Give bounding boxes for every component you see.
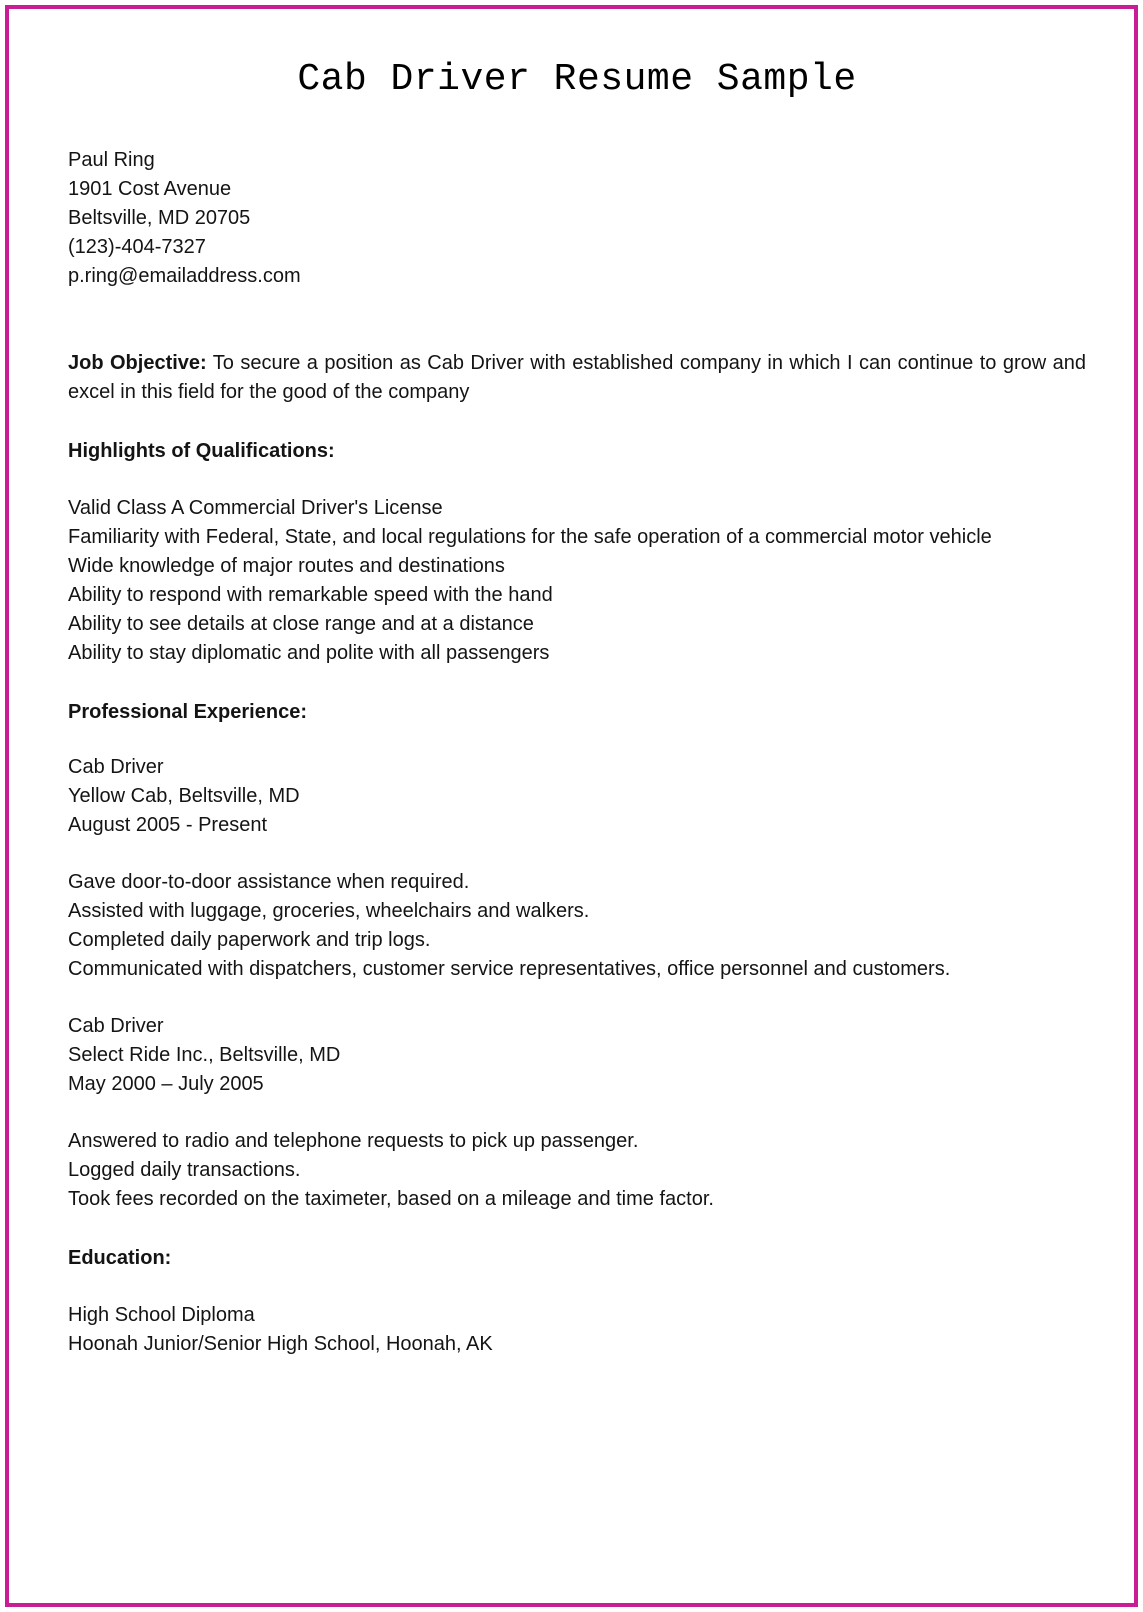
- duty-item: Completed daily paperwork and trip logs.: [68, 929, 431, 951]
- contact-phone: (123)-404-7327: [68, 236, 206, 258]
- qualification-item: Familiarity with Federal, State, and local regulations for the safe operation of a commercial motor vehicle: [68, 526, 992, 548]
- qualification-item: Wide knowledge of major routes and destinations: [68, 555, 505, 577]
- contact-email: p.ring@emailaddress.com: [68, 265, 301, 287]
- qualification-item: Ability to see details at close range and at a distance: [68, 613, 534, 635]
- job-duties-list: [68, 868, 1086, 984]
- duty-item: Communicated with dispatchers, customer service representatives, office personnel and customers.: [68, 958, 951, 980]
- education-school: Hoonah Junior/Senior High School, Hoonah, AK: [68, 1333, 493, 1355]
- education-heading: Education:: [68, 1247, 172, 1269]
- job-objective: [68, 349, 1086, 407]
- qualifications-heading: Highlights of Qualifications:: [68, 440, 335, 462]
- job-dates: May 2000 – July 2005: [68, 1073, 264, 1095]
- qualification-item: Ability to stay diplomatic and polite with all passengers: [68, 642, 550, 664]
- job-objective-text: To secure a position as Cab Driver with established company in which I can continue to grow and excel in this field for the good of the company: [68, 352, 1087, 403]
- duty-item: Answered to radio and telephone requests to pick up passenger.: [68, 1130, 639, 1152]
- contact-name: Paul Ring: [68, 149, 155, 171]
- job-dates: August 2005 - Present: [68, 814, 268, 836]
- qualification-item: Ability to respond with remarkable speed with the hand: [68, 584, 553, 606]
- job-entry-header: [68, 1012, 1086, 1099]
- duty-item: Gave door-to-door assistance when required.: [68, 871, 470, 893]
- qualifications-list: [68, 494, 1086, 668]
- job-title: Cab Driver: [68, 1015, 164, 1037]
- education-degree: High School Diploma: [68, 1304, 255, 1326]
- job-company: Yellow Cab, Beltsville, MD: [68, 785, 300, 807]
- contact-block: [68, 146, 1086, 291]
- job-entry-header: [68, 753, 1086, 840]
- experience-heading: Professional Experience:: [68, 701, 307, 723]
- contact-street: 1901 Cost Avenue: [68, 178, 232, 200]
- duty-item: Took fees recorded on the taximeter, based on a mileage and time factor.: [68, 1188, 714, 1210]
- contact-city: Beltsville, MD 20705: [68, 207, 251, 229]
- job-title: Cab Driver: [68, 756, 164, 778]
- duty-item: Assisted with luggage, groceries, wheelchairs and walkers.: [68, 900, 590, 922]
- job-duties-list: [68, 1127, 1086, 1214]
- page-title: Cab Driver Resume Sample: [297, 58, 857, 101]
- qualification-item: Valid Class A Commercial Driver's License: [68, 497, 443, 519]
- education-list: [68, 1301, 1086, 1359]
- job-objective-label: Job Objective:: [68, 352, 207, 374]
- duty-item: Logged daily transactions.: [68, 1159, 301, 1181]
- job-company: Select Ride Inc., Beltsville, MD: [68, 1044, 341, 1066]
